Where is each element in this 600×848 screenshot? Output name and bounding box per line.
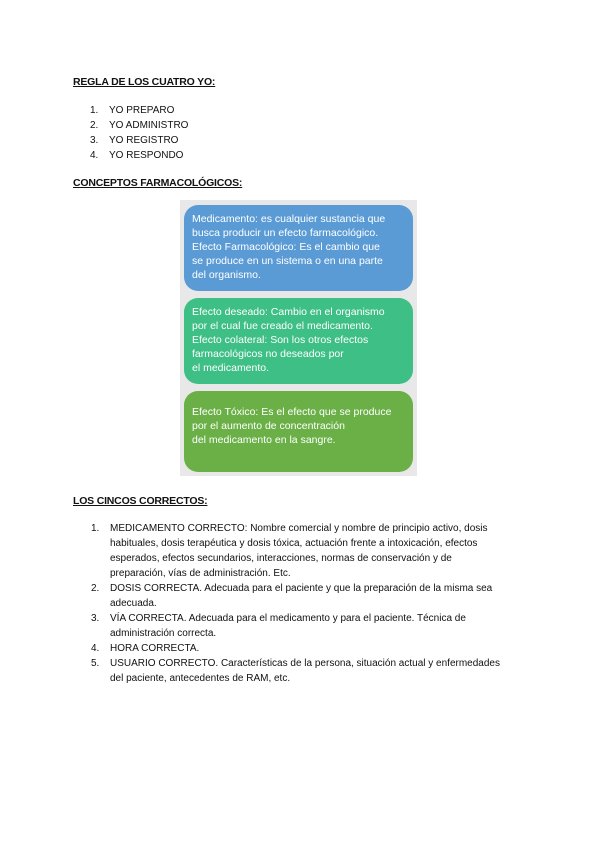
concept-box-efecto-deseado: Efecto deseado: Cambio en el organismo por el cual fue creado el medicamento. Efecto colateral: Son los otros efectos farmacológicos no deseados por el medicamento. bbox=[184, 298, 413, 384]
cinco-correctos-list bbox=[91, 521, 530, 686]
list-item: 3. YO REGISTRO bbox=[90, 135, 179, 146]
heading-cinco-correctos: LOS CINCOS CORRECTOS: bbox=[73, 495, 208, 507]
list-item: 1. MEDICAMENTO CORRECTO: Nombre comercial y nombre de principio activo, dosis habituales, dosis terapéutica y dosis tóxica, actuación frente a intoxicación, efectos esperados, efectos secundarios, interacciones, normas de conservación y de preparación, vías de administración. Etc. bbox=[91, 523, 488, 579]
list-item: 2. DOSIS CORRECTA. Adecuada para el paciente y que la preparación de la misma sea adecuada. bbox=[91, 583, 493, 609]
heading-conceptos: CONCEPTOS FARMACOLÓGICOS: bbox=[73, 177, 243, 189]
cuatro-yo-list bbox=[90, 103, 189, 163]
concept-box-medicamento: Medicamento: es cualquier sustancia que busca producir un efecto farmacológico. Efecto Farmacológico: Es el cambio que se produce en un sistema o en una parte del organismo. bbox=[184, 205, 413, 291]
conceptos-diagram bbox=[180, 200, 417, 476]
list-item: 4. HORA CORRECTA. bbox=[91, 643, 200, 654]
concept-box-efecto-toxico: Efecto Tóxico: Es el efecto que se produce por el aumento de concentración del medicamento en la sangre. bbox=[184, 391, 413, 472]
list-item: 3. VÍA CORRECTA. Adecuada para el medicamento y para el paciente. Técnica de administración correcta. bbox=[91, 613, 466, 639]
list-item: 5. USUARIO CORRECTO. Características de la persona, situación actual y enfermedades del paciente, antecedentes de RAM, etc. bbox=[91, 658, 500, 684]
list-item: 1. YO PREPARO bbox=[90, 105, 175, 116]
list-item: 4. YO RESPONDO bbox=[90, 150, 184, 161]
list-item: 2. YO ADMINISTRO bbox=[90, 120, 189, 131]
heading-cuatro-yo: REGLA DE LOS CUATRO YO: bbox=[73, 76, 216, 88]
